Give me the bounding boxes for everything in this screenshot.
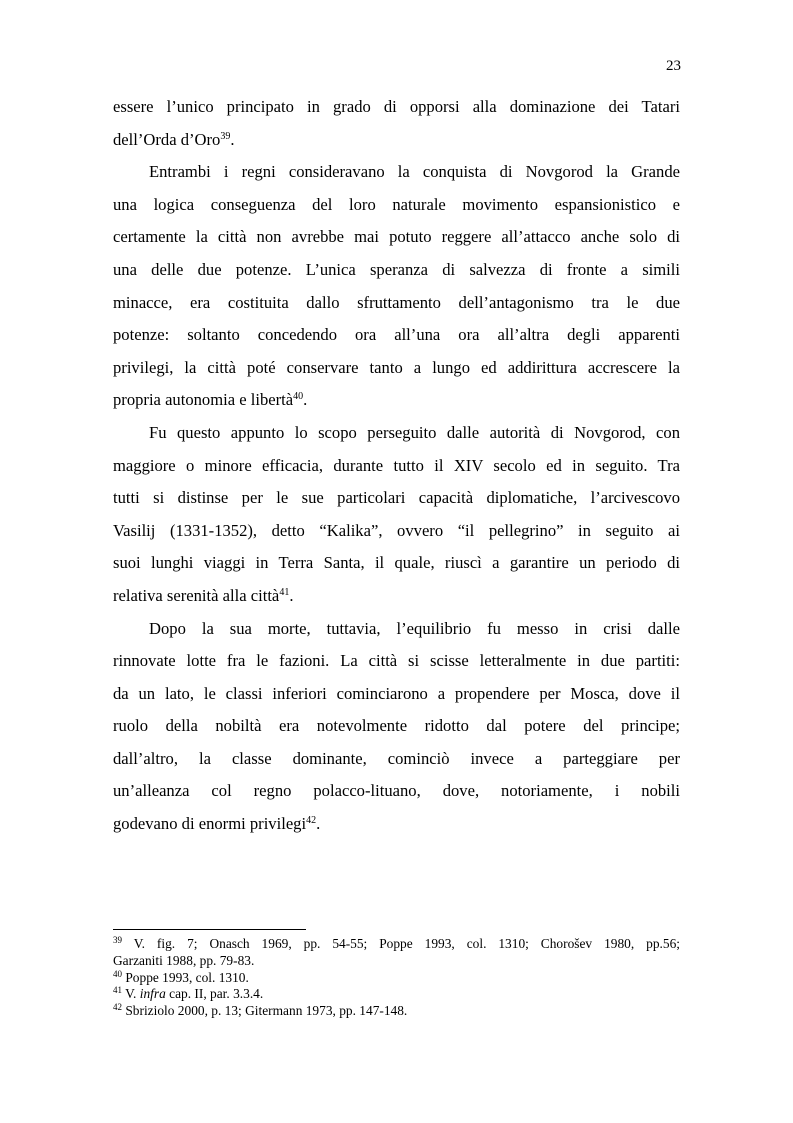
text-line: una logica conseguenza del loro naturale movimento espansionistico e <box>113 194 680 214</box>
text-line: dall’altro, la classe dominante, cominciò invece a parteggiare per <box>113 748 680 768</box>
text-line: Dopo la sua morte, tuttavia, l’equilibrio fu messo in crisi dalle <box>149 618 680 638</box>
footnote-ref: 40 <box>293 391 304 403</box>
footnote: $^{41}$ V. infra cap. II, par. 3.3.4. <box>113 985 264 1002</box>
footnote-number: 41 <box>113 985 122 996</box>
text-line: privilegi, la città poté conservare tanto a lungo ed addirittura accrescere la <box>113 357 680 377</box>
text-line: tutti si distinse per le sue particolari capacità diplomatiche, l’arcivescovo <box>113 488 680 508</box>
text-line: da un lato, le classi inferiori cominciarono a propendere per Mosca, dove il <box>113 683 680 703</box>
text-line: ruolo della nobiltà era notevolmente ridotto dal potere del principe; <box>113 716 680 736</box>
page-number: 23 <box>666 58 681 74</box>
text-line: propria autonomia e libertà$^{40}$. <box>113 390 308 410</box>
text-line: certamente la città non avrebbe mai potuto reggere all’attacco anche solo di <box>113 227 680 247</box>
text-line: relativa serenità alla città$^{41}$. <box>113 585 294 605</box>
text-line: rinnovate lotte fra le fazioni. La città si scisse letteralmente in due partiti: <box>113 651 680 671</box>
footnote-separator <box>113 929 306 930</box>
footnote-ref: 39 <box>220 130 231 142</box>
text-line: maggiore o minore efficacia, durante tutto il XIV secolo ed in seguito. Tra <box>113 455 680 475</box>
footnote: $^{40}$ Poppe 1993, col. 1310. <box>113 968 249 985</box>
footnote-number: 42 <box>113 1002 122 1013</box>
text-line: minacce, era costituita dallo sfruttamento dell’antagonismo tra le due <box>113 292 680 312</box>
footnotes <box>113 936 680 1020</box>
text-line: suoi lunghi viaggi in Terra Santa, il quale, riuscì a garantire un periodo di <box>113 553 680 573</box>
text-line: potenze: soltanto concedendo ora all’una ora all’altra degli apparenti <box>113 325 680 345</box>
footnote: $^{39}$ V. fig. 7; Onasch 1969, pp. 54-55; Poppe 1993, col. 1310; Chorošev 1980, pp.56; <box>113 935 680 951</box>
footnote-number: 39 <box>113 935 122 945</box>
footnote-ref: 41 <box>279 586 290 598</box>
footnote-continuation: Garzaniti 1988, pp. 79-83. <box>113 952 255 968</box>
footnote-number: 40 <box>113 968 122 979</box>
body-text <box>113 91 680 841</box>
text-line: essere l’unico principato in grado di opporsi alla dominazione dei Tatari <box>113 97 680 116</box>
text-line: Entrambi i regni consideravano la conquista di Novgorod la Grande <box>149 162 680 182</box>
text-line: un’alleanza col regno polacco-lituano, dove, notoriamente, i nobili <box>113 781 680 801</box>
footnote: $^{42}$ Sbriziolo 2000, p. 13; Gitermann 1973, pp. 147-148. <box>113 1002 408 1019</box>
text-line: Vasilij (1331-1352), detto “Kalika”, ovvero “il pellegrino” in seguito ai <box>113 520 680 540</box>
text-line: godevano di enormi privilegi$^{42}$. <box>113 814 321 834</box>
text-line: dell’Orda d’Oro$^{39}$. <box>113 129 235 149</box>
text-line: una delle due potenze. L’unica speranza di salvezza di fronte a simili <box>113 259 680 279</box>
footnote-ref: 42 <box>306 815 317 827</box>
text-line: Fu questo appunto lo scopo perseguito dalle autorità di Novgorod, con <box>149 422 680 442</box>
